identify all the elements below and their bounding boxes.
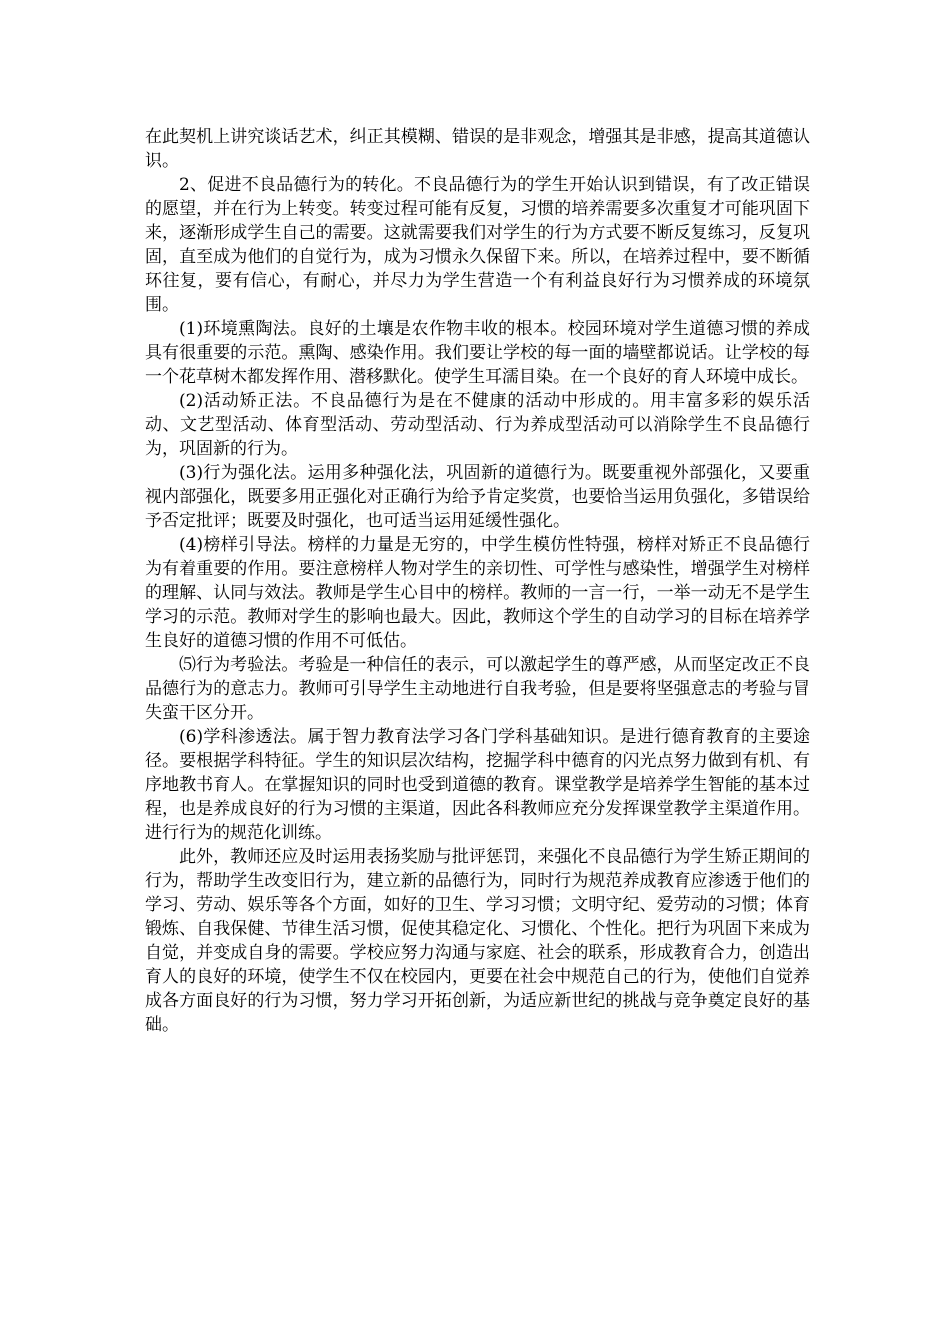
paragraph-method-2: (2)活动矫正法。不良品德行为是在不健康的活动中形成的。用丰富多彩的娱乐活动、文艺型活动、体育型活动、劳动型活动、行为养成型活动可以消除学生不良品德行为，巩固新的行为。 <box>145 391 810 459</box>
paragraph-conclusion: 此外，教师还应及时运用表扬奖励与批评惩罚，来强化不良品德行为学生矫正期间的行为，帮助学生改变旧行为，建立新的品德行为，同时行为规范养成教育应渗透于他们的学习、劳动、娱乐等各个方面，如好的卫生、学习习惯；文明守纪、爱劳动的习惯；体育锻炼、自我保健、节律生活习惯，促使其稳定化、习惯化、个性化。把行为巩固下来成为自觉，并变成自身的需要。学校应努力沟通与家庭、社会的联系，形成教育合力，创造出育人的良好的环境，使学生不仅在校园内，更要在社会中规范自己的行为，使他们自觉养成各方面良好的行为习惯，努力学习开拓创新，为适应新世纪的挑战与竞争奠定良好的基础。 <box>145 847 810 1035</box>
document-body <box>145 125 810 1037</box>
paragraph-method-5: ⑸行为考验法。考验是一种信任的表示，可以激起学生的尊严感，从而坚定改正不良品德行为的意志力。教师可引导学生主动地进行自我考验，但是要将坚强意志的考验与冒失蛮干区分开。 <box>145 655 810 723</box>
paragraph-method-6: (6)学科渗透法。属于智力教育法学习各门学科基础知识。是进行德育教育的主要途径。要根据学科特征。学生的知识层次结构，挖掘学科中德育的闪光点努力做到有机、有序地教书育人。在掌握知识的同时也受到道德的教育。课堂教学是培养学生智能的基本过程，也是养成良好的行为习惯的主渠道，因此各科教师应充分发挥课堂教学主渠道作用。进行行为的规范化训练。 <box>145 727 810 843</box>
paragraph-section-2: 2、促进不良品德行为的转化。不良品德行为的学生开始认识到错误，有了改正错误的愿望，并在行为上转变。转变过程可能有反复，习惯的培养需要多次重复才可能巩固下来，逐渐形成学生自己的需要。这就需要我们对学生的行为方式要不断反复练习，反复巩固，直至成为他们的自觉行为，成为习惯永久保留下来。所以，在培养过程中，要不断循环往复，要有信心，有耐心，并尽力为学生营造一个有利益良好行为习惯养成的环境氛围。 <box>145 175 810 315</box>
paragraph-method-4: (4)榜样引导法。榜样的力量是无穷的，中学生模仿性特强，榜样对矫正不良品德行为有着重要的作用。要注意榜样人物对学生的亲切性、可学性与感染性，增强学生对榜样的理解、认同与效法。教师是学生心目中的榜样。教师的一言一行，一举一动无不是学生学习的示范。教师对学生的影响也最大。因此，教师这个学生的自动学习的目标在培养学生良好的道德习惯的作用不可低估。 <box>145 535 810 651</box>
paragraph-method-3: (3)行为强化法。运用多种强化法，巩固新的道德行为。既要重视外部强化，又要重视内部强化，既要多用正强化对正确行为给予肯定奖赏，也要恰当运用负强化，多错误给予否定批评；既要及时强化，也可适当运用延缓性强化。 <box>145 463 810 531</box>
paragraph-method-1: (1)环境熏陶法。良好的土壤是农作物丰收的根本。校园环境对学生道德习惯的养成具有很重要的示范。熏陶、感染作用。我们要让学校的每一面的墙壁都说话。让学校的每一个花草树木都发挥作用、潜移默化。使学生耳濡目染。在一个良好的育人环境中成长。 <box>145 319 810 387</box>
paragraph-continuation: 在此契机上讲究谈话艺术，纠正其模糊、错误的是非观念，增强其是非感，提高其道德认识。 <box>145 127 810 171</box>
